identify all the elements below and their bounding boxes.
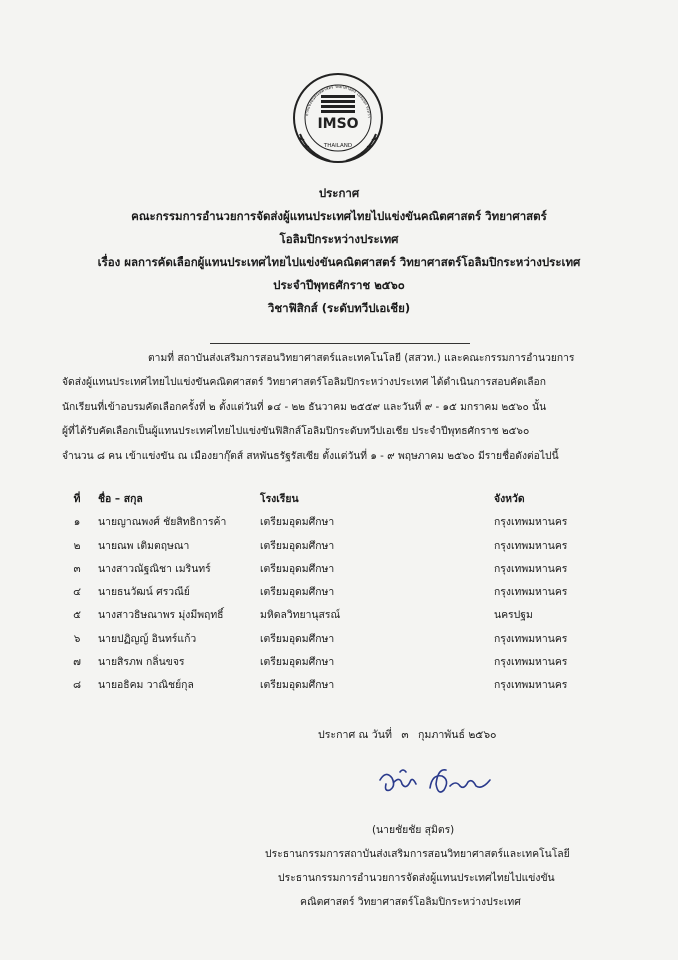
row-no: ๘ [72,679,82,692]
row-name: นายสิรภพ กลิ่นขจร [98,656,185,669]
row-school: เตรียมอุดมศึกษา [260,632,335,645]
row-school: เตรียมอุดมศึกษา [260,516,335,529]
header-province: จังหวัด [494,493,525,505]
table-row [62,537,622,560]
row-school: เตรียมอุดมศึกษา [260,679,335,692]
signer-position-3: คณิตศาสตร์ วิทยาศาสตร์โอลิมปิกระหว่างประเทศ [300,896,521,908]
row-province: กรุงเทพมหานคร [494,679,568,692]
table-row [62,653,622,676]
row-school: เตรียมอุดมศึกษา [260,586,335,599]
header-school: โรงเรียน [260,493,299,505]
row-no: ๒ [73,539,81,552]
table-row [62,630,622,653]
row-province: นครปฐม [494,609,533,622]
table-row [62,513,622,536]
header-no: ที่ [73,493,81,505]
row-name: นายญาณพงศ์ ชัยสิทธิการค้า [98,516,227,529]
logo-ring-text: การแข่งขันคณิตศาสตร์ วิทยาศาสตร์ โอลิมปิก ระหว่า [304,83,373,118]
table-row [62,583,622,606]
date-day: ๓ [401,729,409,741]
row-no: ๑ [73,516,81,529]
row-name: นายปฏิญญ์ อินทร์แก้ว [98,632,197,645]
header-name: ชื่อ – สกุล [98,493,143,505]
table-header [62,490,622,513]
row-name: นายณพ เติมตฤษณา [98,539,190,552]
body-line-2: จัดส่งผู้แทนประเทศไทยไปแข่งขันคณิตศาสตร์ วิทยาศาสตร์โอลิมปิกระหว่างประเทศ ได้ดำเนินการสอบคัดเลือก [62,376,546,389]
signature-icon [372,762,502,802]
body-line-1: ตามที่ สถาบันส่งเสริมการสอนวิทยาศาสตร์และเทคโนโลยี (สสวท.) และคณะกรรมการอำนวยการ [148,352,575,364]
announcement-title [0,182,678,320]
logo-country: THAILAND [323,143,353,149]
imso-logo [288,68,388,168]
row-no: ๔ [73,586,81,599]
row-province: กรุงเทพมหานคร [494,586,568,599]
imso-emblem-icon [288,68,388,168]
row-no: ๖ [73,632,81,645]
title-line-5: ประจำปีพุทธศักราช ๒๕๖๐ [273,278,405,292]
date-prefix: ประกาศ ณ วันที่ [318,729,392,741]
row-province: กรุงเทพมหานคร [494,516,568,529]
table-row [62,676,622,699]
announcement-date [318,726,503,743]
date-month-year: กุมภาพันธ์ ๒๕๖๐ [417,729,497,741]
row-province: กรุงเทพมหานคร [494,562,568,575]
row-school: เตรียมอุดมศึกษา [260,539,335,552]
title-line-4: เรื่อง ผลการคัดเลือกผู้แทนประเทศไทยไปแข่งขันคณิตศาสตร์ วิทยาศาสตร์โอลิมปิกระหว่างประเทศ [97,255,581,269]
row-school: เตรียมอุดมศึกษา [260,656,335,669]
title-line-3: โอลิมปิกระหว่างประเทศ [279,232,399,246]
row-province: กรุงเทพมหานคร [494,632,568,645]
row-name: นางสาวธิษณาพร มุ่งมีพฤทธิ์ [98,609,224,622]
row-no: ๕ [73,609,81,622]
title-divider [210,343,470,344]
body-line-5: จำนวน ๘ คน เข้าแข่งขัน ณ เมืองยากุ๊ตส์ สหพันธรัฐรัสเซีย ตั้งแต่วันที่ ๑ - ๙ พฤษภาคม ๒๕๖๐ มีรายชื่อดังต่อไปนี้ [62,449,559,462]
signer-position-1: ประธานกรรมการสถาบันส่งเสริมการสอนวิทยาศาสตร์และเทคโนโลยี [265,848,570,860]
row-name: นางสาวณัฐณิชา เมรินทร์ [98,562,211,575]
row-school: เตรียมอุดมศึกษา [260,562,335,575]
row-school: มหิดลวิทยานุสรณ์ [260,609,341,622]
signer-position-2: ประธานกรรมการอำนวยการจัดส่งผู้แทนประเทศไทยไปแข่งขัน [278,872,555,884]
body-line-4: ผู้ที่ได้รับคัดเลือกเป็นผู้แทนประเทศไทยไปแข่งขันฟิสิกส์โอลิมปิกระดับทวีปเอเชีย ประจำปีพุทธศักราช ๒๕๖๐ [62,425,530,438]
row-name: นายอธิคม วาณิชย์กุล [98,679,194,692]
row-no: ๓ [73,562,81,575]
title-line-1: ประกาศ [318,186,360,200]
row-province: กรุงเทพมหานคร [494,539,568,552]
table-row [62,560,622,583]
title-line-6: วิชาฟิสิกส์ (ระดับทวีปเอเชีย) [267,301,411,315]
handwritten-signature [372,762,502,802]
signer-name: (นายชัยชัย สุมิตร) [372,824,455,836]
title-line-2: คณะกรรมการอำนวยการจัดส่งผู้แทนประเทศไทยไปแข่งขันคณิตศาสตร์ วิทยาศาสตร์ [131,209,547,223]
announcement-body [62,346,630,468]
table-row [62,606,622,629]
row-name: นายธนวัฒน์ ศรวณีย์ [98,586,190,599]
row-province: กรุงเทพมหานคร [494,656,568,669]
row-no: ๗ [73,656,81,669]
body-line-3: นักเรียนที่เข้าอบรมคัดเลือกครั้งที่ ๒ ตั้งแต่วันที่ ๑๔ - ๒๒ ธันวาคม ๒๕๕๙ และวันที่ ๙ - ๑๕ มกราคม ๒๕๖๐ นั้น [62,400,547,413]
logo-name: IMSO [317,116,359,132]
selected-students-table [62,490,622,700]
